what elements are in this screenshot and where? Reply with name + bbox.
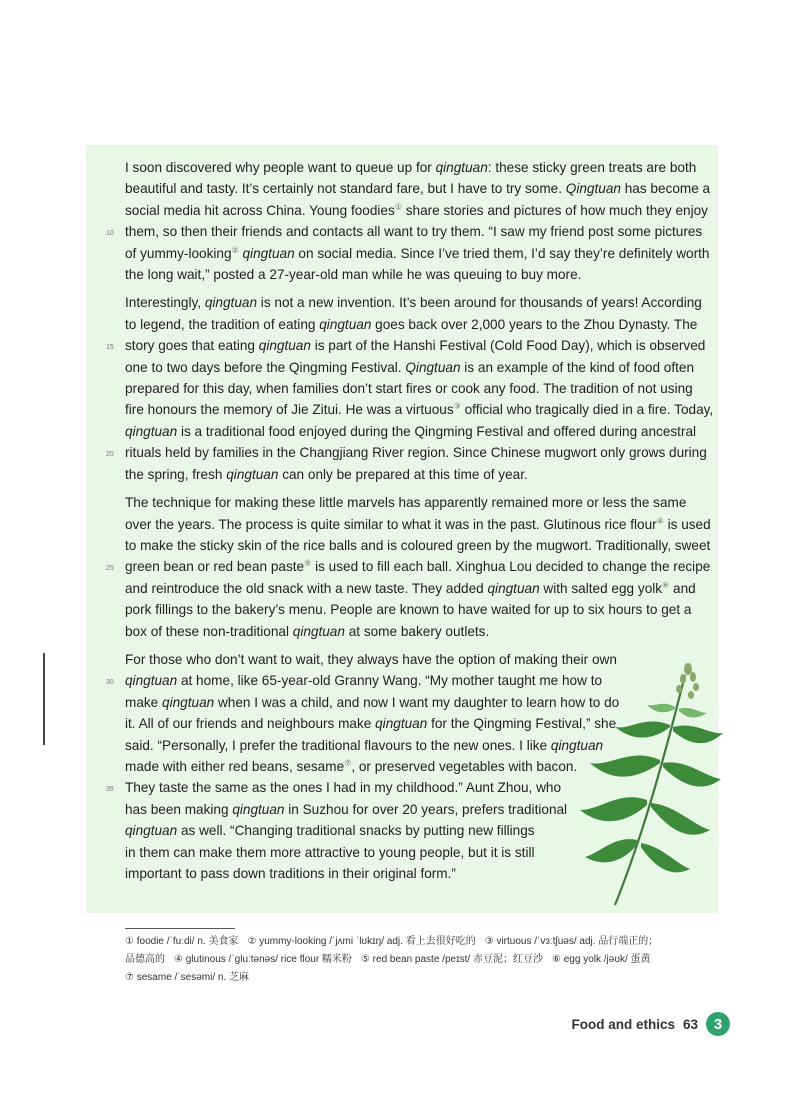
text-run: : these sticky green treats are both xyxy=(487,160,697,175)
paragraph xyxy=(106,157,711,285)
footnote-item: ② yummy-looking /ˈjʌmi ˈlʊkɪŋ/ adj. 看上去很好吃的 xyxy=(247,936,476,947)
text-run: and xyxy=(669,580,696,596)
text-line xyxy=(125,421,710,442)
footnote-ref: ④ xyxy=(656,515,664,525)
paragraph xyxy=(106,492,711,642)
page-footer xyxy=(571,1012,730,1036)
text-run: at some bakery outlets. xyxy=(344,623,490,639)
text-line xyxy=(125,357,710,378)
text-line xyxy=(125,492,710,513)
footnote-item: ③ virtuous /ˈvɜːtʃuəs/ adj. 品行端正的； xyxy=(484,936,659,947)
footnote-item: ⑤ red bean paste /peɪst/ 赤豆泥；红豆沙 xyxy=(360,954,543,965)
text-line xyxy=(106,221,710,242)
italic-term: qingtuan xyxy=(258,338,311,354)
footnote-ref: ⑤ xyxy=(304,558,312,568)
text-line xyxy=(125,621,710,642)
text-line xyxy=(125,578,710,599)
text-run: as well. “Changing traditional snacks by putting new fillings xyxy=(177,823,535,839)
italic-term: Qingtuan xyxy=(565,181,621,197)
text-line xyxy=(125,464,710,485)
text-line xyxy=(125,314,710,335)
margin-bar xyxy=(43,653,45,745)
text-line xyxy=(106,335,710,356)
text-run: in them can make them more attractive to young people, but it is still xyxy=(125,844,535,860)
footnote-item: ⑥ egg yolk /jəʊk/ 蛋黄 xyxy=(551,954,651,965)
text-run: story goes that eating xyxy=(125,338,259,354)
page-number: 63 xyxy=(682,1016,698,1032)
italic-term: qingtuan xyxy=(232,801,285,817)
text-line xyxy=(106,442,710,463)
text-run: the spring, fresh xyxy=(125,466,227,482)
text-run: the long wait,” posted a 27-year-old man while he was queuing to buy more. xyxy=(125,267,582,283)
text-run: , or preserved vegetables with bacon. xyxy=(351,758,578,774)
text-run: pork fillings to the bakery’s menu. People are known to have waited for up to six hours to get a xyxy=(125,602,692,618)
text-run: green bean or red bean paste xyxy=(125,559,305,575)
section-title: Food and ethics xyxy=(571,1016,675,1032)
text-line xyxy=(125,599,710,620)
text-run: is an example of the kind of food often xyxy=(460,359,695,375)
italic-term: qingtuan xyxy=(242,245,295,261)
text-run: The technique for making these little marvels has apparently remained more or less the same xyxy=(125,495,687,511)
text-run: I soon discovered why people want to queue up for xyxy=(125,160,436,175)
italic-term: qingtuan xyxy=(487,580,540,596)
text-run: is used to fill each ball. Xinghua Lou decided to change the recipe xyxy=(311,559,711,575)
italic-term: qingtuan xyxy=(162,694,215,710)
italic-term: qingtuan xyxy=(292,623,345,639)
italic-term: qingtuan xyxy=(375,716,428,732)
text-line xyxy=(125,535,710,556)
text-run: it. All of our friends and neighbours make xyxy=(125,716,376,732)
italic-term: qingtuan xyxy=(226,466,279,482)
text-run: is part of the Hanshi Festival (Cold Food Day), which is observed xyxy=(310,338,706,354)
italic-term: Qingtuan xyxy=(405,359,461,375)
text-line xyxy=(125,399,714,420)
line-number: 30 xyxy=(106,679,114,687)
footnote-rule xyxy=(125,928,235,929)
footnote-ref: ③ xyxy=(453,401,461,411)
text-run: share stories and pictures of how much they enjoy xyxy=(401,202,708,218)
line-number: 15 xyxy=(106,344,114,352)
italic-term: qingtuan xyxy=(550,737,604,753)
text-line xyxy=(125,264,710,285)
italic-term: qingtuan xyxy=(319,316,372,332)
text-run: box of these non-traditional xyxy=(125,623,293,639)
footnote-item: ① foodie /ˈfuːdi/ n. 美食家 xyxy=(125,936,239,947)
footnote-ref: ① xyxy=(394,202,402,212)
mugwort-plant-illustration xyxy=(575,655,725,910)
footnote-ref: ⑥ xyxy=(662,580,670,590)
text-run: has been making xyxy=(125,801,233,817)
text-run: one to two days before the Qingming Festival. xyxy=(125,359,406,375)
text-run: make xyxy=(125,694,163,710)
footnote-line xyxy=(125,969,725,987)
text-line xyxy=(125,243,710,264)
footnote-ref: ⑦ xyxy=(344,758,352,768)
text-run: social media hit across China. Young foodies xyxy=(125,202,395,218)
text-run: fire honours the memory of Jie Zitui. He was a virtuous xyxy=(125,402,454,418)
text-run: them, so then their friends and contacts all want to try them. “I saw my friend post some pictures xyxy=(125,224,703,240)
text-run: beautiful and tasty. It’s certainly not standard fare, but I have to try some. xyxy=(125,181,566,197)
footnote-item: ④ glutinous /ˈɡluːtənəs/ rice flour 糯米粉 xyxy=(174,954,352,965)
line-number: 10 xyxy=(106,230,114,238)
footnote-ref: ② xyxy=(231,245,239,255)
text-run: is a traditional food enjoyed during the Qingming Festival and offered during ancestral xyxy=(177,423,697,439)
footnote-item: ⑦ sesame /ˈsesəmi/ n. 芝麻 xyxy=(125,972,249,983)
text-line xyxy=(125,292,710,313)
text-line xyxy=(125,200,710,221)
text-run: For those who don’t want to wait, they always have the option of making their own xyxy=(125,651,617,667)
footnote-line xyxy=(125,933,725,951)
text-run: when I was a child, and now I want my daughter to learn how to do xyxy=(214,694,620,710)
unit-badge: 3 xyxy=(706,1012,730,1036)
text-run: goes back over 2,000 years to the Zhou Dynasty. The xyxy=(371,316,698,332)
text-line xyxy=(125,514,710,535)
line-number: 20 xyxy=(106,451,114,459)
text-run: can only be prepared at this time of year. xyxy=(278,466,528,482)
text-run: made with either red beans, sesame xyxy=(125,758,345,774)
text-run: is used xyxy=(663,516,711,532)
text-run: official who tragically died in a fire. Today, xyxy=(460,402,714,418)
text-run: at home, like 65-year-old Granny Wang. “My mother taught me how to xyxy=(177,673,603,689)
text-run: important to pass down traditions in their original form.” xyxy=(125,866,456,881)
text-run: on social media. Since I’ve tried them, I’d say they’re definitely worth xyxy=(294,245,710,261)
italic-term: qingtuan xyxy=(435,160,488,175)
text-line xyxy=(125,157,710,178)
footnote-line xyxy=(125,951,725,969)
line-number: 25 xyxy=(106,565,114,573)
text-line xyxy=(125,378,710,399)
footnotes xyxy=(125,933,725,987)
text-line xyxy=(106,556,711,577)
italic-term: qingtuan xyxy=(125,423,178,439)
text-run: rituals held by families in the Changjiang River region. Since Chinese mugwort only grows during xyxy=(125,445,707,461)
text-run: They taste the same as the ones I had in my childhood.” Aunt Zhou, who xyxy=(125,780,562,796)
paragraph xyxy=(106,292,714,485)
text-run: with salted egg yolk xyxy=(539,580,663,596)
text-run: Interestingly, xyxy=(125,295,205,311)
italic-term: qingtuan xyxy=(204,295,258,311)
text-run: of yummy-looking xyxy=(125,245,232,261)
italic-term: qingtuan xyxy=(125,823,178,839)
text-run: is not a new invention. It’s been around for thousands of years! According xyxy=(257,295,702,311)
italic-term: qingtuan xyxy=(125,673,178,689)
text-run: and reintroduce the old snack with a new taste. They added xyxy=(125,580,488,596)
text-run: prepared for this day, when families don’t start fires or cook any food. The tradition of not using xyxy=(125,381,693,397)
text-run: has become a xyxy=(620,181,711,197)
text-run: for the Qingming Festival,” she xyxy=(427,716,617,732)
text-run: said. “Personally, I prefer the traditional flavours to the new ones. I like xyxy=(125,737,551,753)
text-line xyxy=(125,178,710,199)
text-run: in Suzhou for over 20 years, prefers traditional xyxy=(284,801,568,817)
text-run: to make the sticky skin of the rice balls and is coloured green by the mugwort. Traditionally, sweet xyxy=(125,537,711,553)
text-run: over the years. The process is quite similar to what it was in the past. Glutinous rice flour xyxy=(125,516,657,532)
text-run: to legend, the tradition of eating xyxy=(125,316,320,332)
line-number: 35 xyxy=(106,786,114,794)
footnote-item: 品德高的 xyxy=(125,954,165,965)
